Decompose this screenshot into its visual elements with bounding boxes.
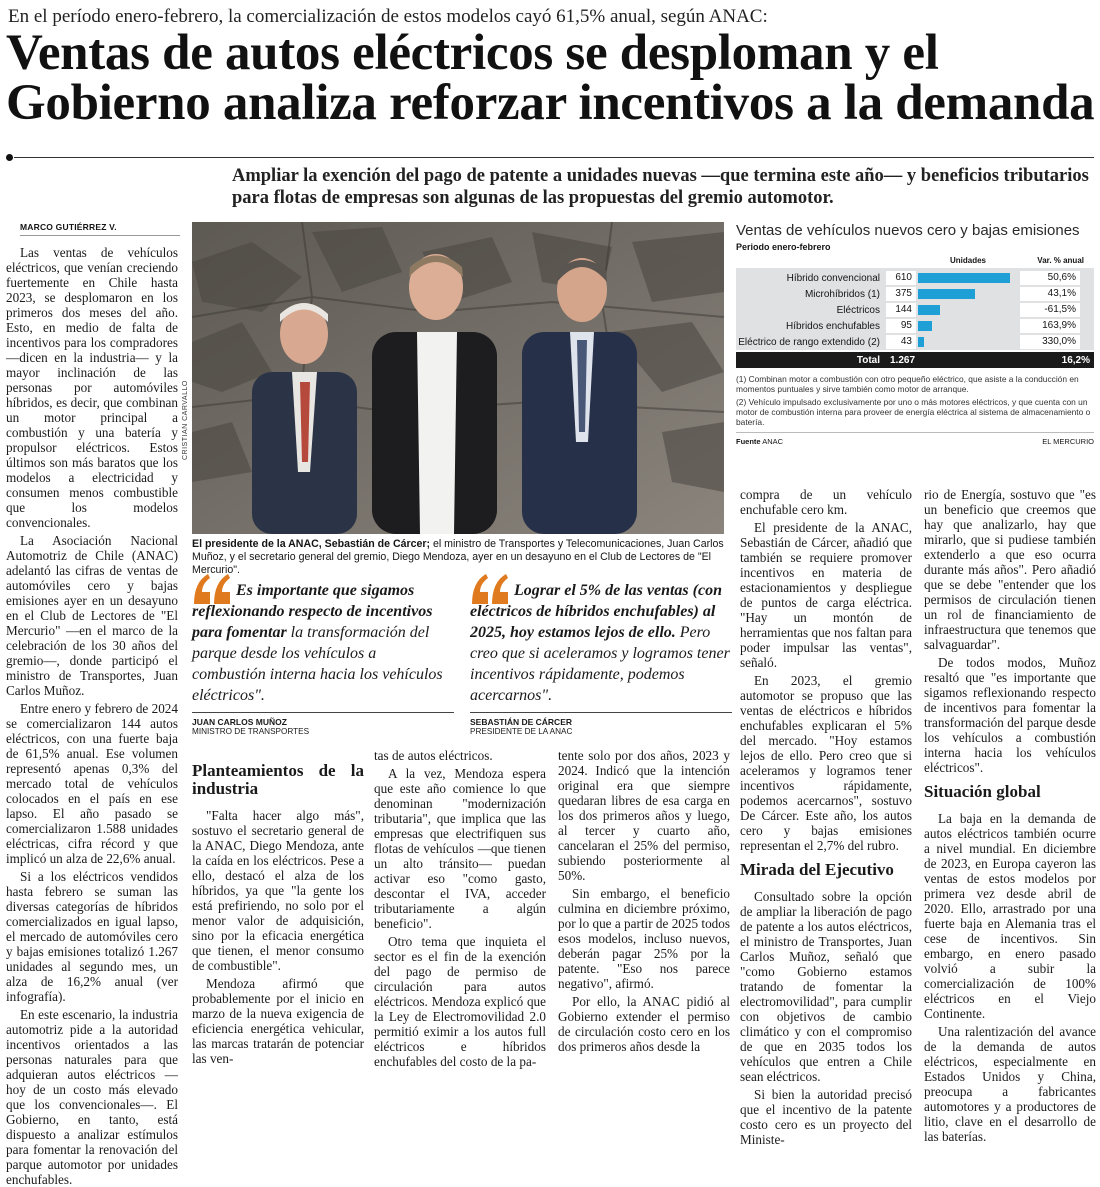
paragraph: rio de Energía, sostuvo que "es un beneficio que creemos que hay que analizarlo, hay que mirarlo, que si pudiese también extenderlo a que eso ocurra durante más años". Pero añadió que se debe "entender que los permisos de circulación tienen un rol de financiamiento de infraestructura que tenemos que salvaguardar". (924, 487, 1096, 652)
bar-track (916, 335, 1014, 349)
paragraph: De todos modos, Muñoz resaltó que "es importante que sigamos reflexionando respecto de incentivos para fomentar la transformación del parque desde los vehículos a combustión interna hacia los vehículos eléctricos". (924, 655, 1096, 775)
quote-mark-icon (192, 572, 232, 606)
units-header: Unidades (949, 256, 986, 265)
chart-subtitle: Periodo enero-febrero (736, 242, 831, 252)
article-kicker: En el período enero-febrero, la comercialización de estos modelos cayó 61,5% anual, según ANAC: (8, 6, 768, 27)
chart-bar (918, 305, 940, 315)
chart-bar (918, 273, 1010, 283)
photo-credit: CRISTIAN CARVALLO (182, 380, 189, 460)
total-label: Total (856, 354, 880, 366)
chart-bar (918, 289, 975, 299)
body-column-3 (374, 748, 546, 1069)
divider (20, 235, 180, 236)
data-label: 95 (886, 319, 916, 333)
paragraph: Por ello, la ANAC pidió al Gobierno extender el permiso de circulación costo cero en los dos primeros años desde la (558, 994, 730, 1054)
section-heading: Situación global (924, 782, 1041, 801)
category-label: Híbrido convencional (786, 272, 880, 284)
paragraph: tente solo por dos años, 2023 y 2024. Indicó que la intención original era que siempre quedaran libres de esa carga en los dos primeros años y luego, al tercer y cuarto año, cancelaran el 25% del permiso, subiendo posteriormente al 50%. (558, 748, 730, 883)
article-dek: Ampliar la exención del pago de patente a unidades nuevas —que termina este año— y beneficios tributarios para flotas de empresas son algunas de las propuestas del gremio automotor. (232, 166, 1089, 208)
article-headline: Ventas de autos eléctricos se desploman y el Gobierno analiza reforzar incentivos a la demanda (6, 25, 1095, 131)
quote-bold: Lograr el 5% de las ventas (con eléctricos de híbridos enchufables) al 2025, hoy estamos lejos de ello. (470, 582, 722, 641)
bar-track (916, 319, 1014, 333)
paragraph: compra de un vehículo enchufable cero km. (740, 487, 912, 517)
chart-row (736, 286, 1094, 302)
variation-label: 50,6% (1020, 271, 1080, 285)
paragraph: La Asociación Nacional Automotriz de Chile (ANAC) adelantó las cifras de ventas de automóviles cero y bajas emisiones ayer en un desayuno en el Club de Lectores de "El Mercurio" —en el marco de la celebración de los 30 años del gremio—, donde participó el ministro de Transportes, Juan Carlos Muñoz. (6, 533, 178, 698)
paragraph: Mendoza afirmó que probablemente por el inicio en marzo de la nueva exigencia de eficiencia energética vehicular, las marcas tratarán de potenciar las ven- (192, 976, 364, 1066)
pull-quote-2 (470, 580, 732, 740)
divider (14, 157, 1094, 158)
caption-bold: El presidente de la ANAC, Sebastián de Cárcer; (192, 538, 431, 550)
bar-track (916, 287, 1014, 301)
data-label: 375 (886, 287, 916, 301)
paragraph: La baja en la demanda de autos eléctricos también ocurre a nivel mundial. En diciembre de 2023, en Europa cayeron las ventas de estos modelos por primera vez desde abril de 2020. Ello, arrastrado por una fuerte baja en Alemania tras el cese de incentivos. Sin embargo, en enero pasado volvió a subir la comercialización de 100% eléctricos en el Viejo Continente. (924, 811, 1096, 1021)
chart-note: (2) Vehículo impulsado exclusivamente por uno o más motores eléctricos, y que cuenta con un motor de combustión interna para proveer de energía eléctrica al sistema de almacenamiento o batería. (736, 397, 1091, 427)
total-variation: 16,2% (1061, 354, 1090, 366)
variation-label: -61,5% (1020, 303, 1080, 317)
data-label: 144 (886, 303, 916, 317)
quote-author: JUAN CARLOS MUÑOZ (192, 717, 287, 727)
body-column-5 (740, 487, 912, 1147)
divider (470, 712, 732, 713)
paragraph: A la vez, Mendoza espera que este año comience lo que denominan "modernización tributaria", que implica que las empresas que electrifiquen sus flotas de vehículos —que tienen un alto tránsito— puedan activar eso "como gasto, descontar el IVA, acceder tributariamente a algún beneficio". (374, 766, 546, 931)
paragraph: En este escenario, la industria automotriz pide a la autoridad incentivos orientados a las personas naturales para que adquieran autos eléctricos —hoy de un costo más elevado que los convencionales—. El Gobierno, en tanto, está dispuesto a analizar estímulos para fomentar la renovación del parque automotor por unidades enchufables. (6, 1007, 178, 1187)
category-label: Microhíbridos (1) (804, 288, 880, 300)
section-heading: Planteamientos de la industria (192, 761, 364, 798)
paragraph: Si bien la autoridad precisó que el incentivo de la patente costo cero es un proyecto del Ministe- (740, 1087, 912, 1147)
photo-illustration (192, 222, 724, 534)
paragraph: Otro tema que inquieta el sector es el fin de la exención del pago de permiso de circulación para autos eléctricos. Mendoza explicó que la Ley de Electromovilidad 2.0 permitió eximir a los autos full eléctricos e híbridos enchufables del costo de la pa- (374, 934, 546, 1069)
paragraph: Consultado sobre la opción de ampliar la liberación de pago de patente a los autos eléctricos, el ministro de Transportes, Juan Carlos Muñoz, señaló que "como Gobierno estamos tratando de fomentar la electromovilidad", para cumplir con objetivos de cambio climático y con el compromiso de que en 2035 todos los vehículos que entren a Chile sean eléctricos. (740, 889, 912, 1084)
body-column-4 (558, 748, 730, 1054)
dek-bullet-icon (6, 154, 13, 161)
chart-total-row (736, 352, 1094, 368)
chart-table (736, 268, 1094, 350)
caption-text: el ministro de Transportes y Telecomunicaciones, Juan Carlos Muñoz, y el secretario general del gremio, Diego Mendoza, ayer en un desayuno en el Club de Lectores de "El Mercurio". (192, 538, 724, 576)
category-label: Híbridos enchufables (786, 320, 880, 332)
data-label: 610 (886, 271, 916, 285)
quote-rest: Pero creo que si aceleramos y logramos tener incentivos rápidamente, podemos acercarnos". (470, 624, 730, 704)
section-heading: Mirada del Ejecutivo (740, 860, 894, 879)
quote-rest: la transformación del parque desde los vehículos a combustión interna hacia los vehículos eléctricos". (192, 624, 443, 704)
total-units: 1.267 (890, 354, 916, 366)
quote-author-role: MINISTRO DE TRANSPORTES (192, 727, 310, 736)
publication-brand: EL MERCURIO (1042, 437, 1094, 446)
bar-track (916, 271, 1014, 285)
chart-row (736, 334, 1094, 350)
body-column-1 (6, 245, 178, 1187)
quote-author: SEBASTIÁN DE CÁRCER (470, 717, 573, 727)
chart-source (736, 437, 783, 446)
chart-row (736, 318, 1094, 334)
paragraph: El presidente de la ANAC, Sebastián de Cárcer, añadió que también se requiere promover incentivos en materia de estacionamientos y despliegue de puntos de carga eléctrica. "Hay un montón de herramientas que nos faltan para poder impulsar las ventas", señaló. (740, 520, 912, 670)
byline: MARCO GUTIÉRREZ V. (20, 222, 117, 232)
chart-note: (1) Combinan motor a combustión con otro pequeño eléctrico, que asiste a la conducción en momentos puntuales y sirve también como motor de arranque. (736, 374, 1079, 394)
paragraph: En 2023, el gremio automotor se propuso que las ventas de eléctricos e híbridos enchufables explicaran el 5% del mercado. "Hoy estamos lejos de ello. Pero creo que si aceleramos y logramos tener incentivos rápidamente, podemos acercarnos", sostuvo De Cárcer. Este año, los autos cero y bajas emisiones representan el 2,7% del rubro. (740, 673, 912, 853)
pull-quote-1 (192, 580, 454, 740)
variation-header: Var. % anual (1037, 256, 1084, 265)
paragraph: Entre enero y febrero de 2024 se comercializaron 144 autos eléctricos, con una fuerte baja de 61,5% anual. Ese volumen representó apenas 0,3% del mercado total de vehículos colocados en el país en ese lapso. El año pasado se comercializaron 1.588 unidades eléctricas, cifra récord y que implicó un alza de 22,6% anual. (6, 701, 178, 866)
photo-caption (192, 538, 724, 577)
variation-label: 330,0% (1020, 335, 1080, 349)
paragraph: Las ventas de vehículos eléctricos, que venían creciendo fuertemente en Chile hasta 2023, se desplomaron en los primeros dos meses del año. Esto, en medio de falta de incentivos para los compradores —dicen en la industria— y la mayor inclinación de las personas por automóviles híbridos, es decir, que combinan un motor principal a combustión y una batería y propulsor eléctricos. Estos últimos son más baratos que los modelos a electricidad y consumen menos combustible que los modelos convencionales. (6, 245, 178, 530)
data-label: 43 (886, 335, 916, 349)
category-label: Eléctrico de rango extendido (2) (738, 336, 880, 348)
source-name: ANAC (762, 437, 784, 446)
chart-bar (918, 337, 924, 347)
chart-column-headers (736, 256, 1094, 268)
paragraph: Una ralentización del avance de la demanda de autos eléctricos, especialmente en Estados Unidos y China, preocupa a fabricantes automotores y a productores de litio, clave en el desarrollo de las baterías. (924, 1024, 1096, 1144)
chart-row (736, 270, 1094, 286)
variation-label: 163,9% (1020, 319, 1080, 333)
paragraph: Si a los eléctricos vendidos hasta febrero se suman las diversas categorías de híbridos comercializados en igual lapso, el mercado de automóviles cero y bajas emisiones totalizó 1.267 unidades al segundo mes, un alza de 16,2% anual (ver infografía). (6, 869, 178, 1004)
body-column-2 (192, 748, 364, 1066)
source-label: Fuente (736, 437, 761, 446)
chart-bar (918, 321, 932, 331)
paragraph: "Falta hacer algo más", sostuvo el secretario general de la ANAC, Diego Mendoza, ante la caída en los eléctricos. Pese a ello, destacó el alza de los híbridos, ya que "la gente los está prefiriendo, no solo por el menor valor de adquisición, sino por la eficacia energética que tienen, el menor consumo de combustible". (192, 808, 364, 973)
variation-label: 43,1% (1020, 287, 1080, 301)
body-column-6 (924, 487, 1096, 1144)
quote-mark-icon (470, 572, 510, 606)
category-label: Eléctricos (836, 304, 880, 316)
chart-row (736, 302, 1094, 318)
quote-author-role: PRESIDENTE DE LA ANAC (470, 727, 573, 736)
news-photo (192, 222, 724, 534)
chart-footer (736, 432, 1094, 446)
paragraph: tas de autos eléctricos. (374, 748, 493, 763)
chart-notes (736, 374, 1094, 427)
chart-title: Ventas de vehículos nuevos cero y bajas emisiones (736, 222, 1080, 239)
quote-bold: Es importante que sigamos reflexionando respecto de incentivos para fomentar (192, 582, 433, 641)
bar-track (916, 303, 1014, 317)
infographic (736, 222, 1094, 468)
divider (192, 712, 454, 713)
paragraph: Sin embargo, el beneficio culmina en diciembre próximo, por lo que a partir de 2025 todos esos modelos, incluso nuevos, deberán pagar 25% por la patente. "Eso nos parece negativo", afirmó. (558, 886, 730, 991)
